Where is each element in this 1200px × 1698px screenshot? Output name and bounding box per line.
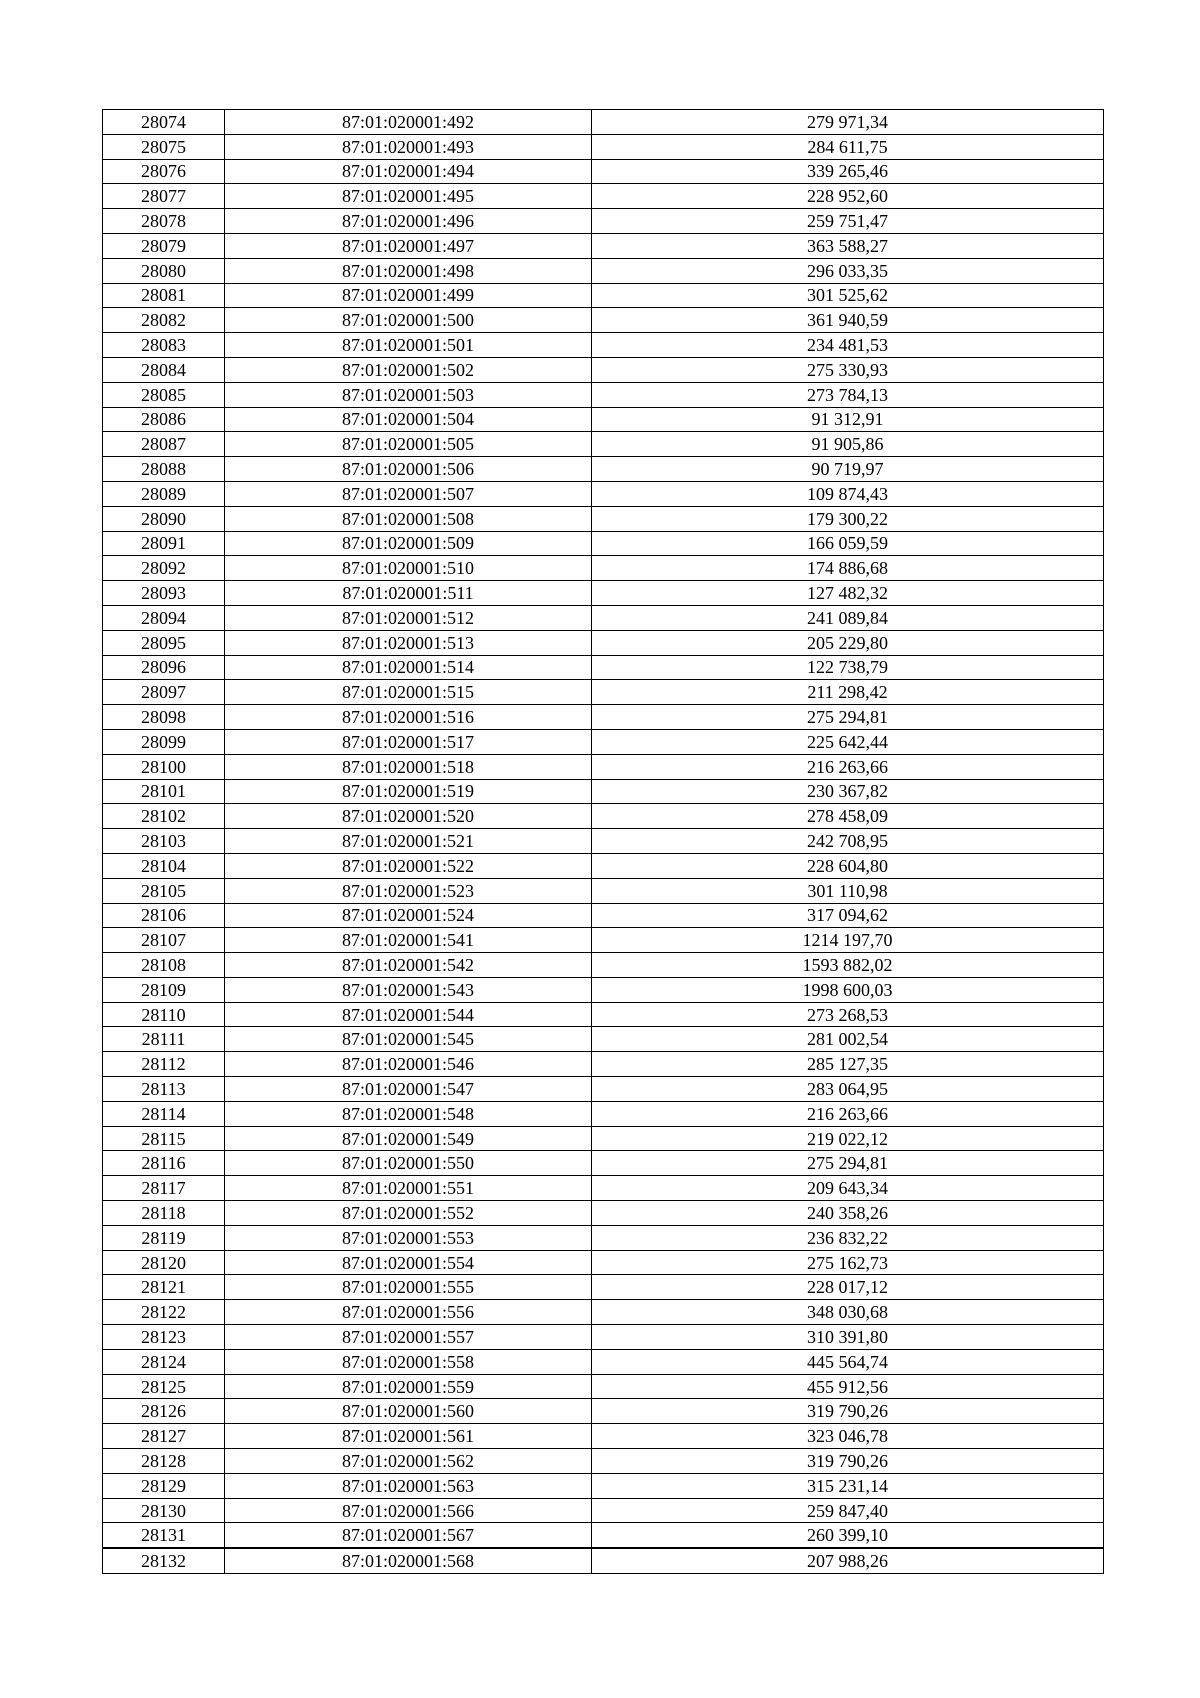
cadastral-number-cell: 87:01:020001:562 bbox=[225, 1449, 592, 1474]
table-row bbox=[103, 829, 1104, 854]
cadastral-number-cell: 87:01:020001:507 bbox=[225, 481, 592, 506]
row-number-cell: 28100 bbox=[103, 754, 225, 779]
cadastral-number-cell: 87:01:020001:498 bbox=[225, 258, 592, 283]
row-number-cell: 28093 bbox=[103, 581, 225, 606]
row-number-cell: 28106 bbox=[103, 903, 225, 928]
cadastral-value-cell: 209 643,34 bbox=[592, 1176, 1104, 1201]
cadastral-number-cell: 87:01:020001:543 bbox=[225, 977, 592, 1002]
cadastral-number-cell: 87:01:020001:499 bbox=[225, 283, 592, 308]
row-number-cell: 28083 bbox=[103, 333, 225, 358]
cadastral-value-cell: 323 046,78 bbox=[592, 1424, 1104, 1449]
table-row bbox=[103, 407, 1104, 432]
table-row bbox=[103, 1399, 1104, 1424]
cadastral-number-cell: 87:01:020001:548 bbox=[225, 1101, 592, 1126]
cadastral-number-cell: 87:01:020001:561 bbox=[225, 1424, 592, 1449]
cadastral-number-cell: 87:01:020001:541 bbox=[225, 928, 592, 953]
cadastral-number-cell: 87:01:020001:556 bbox=[225, 1300, 592, 1325]
cadastral-number-cell: 87:01:020001:521 bbox=[225, 829, 592, 854]
cadastral-value-cell: 339 265,46 bbox=[592, 159, 1104, 184]
cadastral-value-cell: 216 263,66 bbox=[592, 1101, 1104, 1126]
cadastral-number-cell: 87:01:020001:550 bbox=[225, 1151, 592, 1176]
cadastral-number-cell: 87:01:020001:567 bbox=[225, 1523, 592, 1548]
row-number-cell: 28090 bbox=[103, 506, 225, 531]
table-row bbox=[103, 680, 1104, 705]
row-number-cell: 28132 bbox=[103, 1548, 225, 1573]
cadastral-number-cell: 87:01:020001:510 bbox=[225, 556, 592, 581]
table-row bbox=[103, 134, 1104, 159]
cadastral-value-cell: 240 358,26 bbox=[592, 1201, 1104, 1226]
row-number-cell: 28111 bbox=[103, 1027, 225, 1052]
cadastral-value-cell: 230 367,82 bbox=[592, 779, 1104, 804]
cadastral-number-cell: 87:01:020001:506 bbox=[225, 457, 592, 482]
row-number-cell: 28086 bbox=[103, 407, 225, 432]
table-row bbox=[103, 630, 1104, 655]
cadastral-number-cell: 87:01:020001:563 bbox=[225, 1473, 592, 1498]
row-number-cell: 28081 bbox=[103, 283, 225, 308]
row-number-cell: 28088 bbox=[103, 457, 225, 482]
row-number-cell: 28092 bbox=[103, 556, 225, 581]
cadastral-number-cell: 87:01:020001:557 bbox=[225, 1325, 592, 1350]
cadastral-number-cell: 87:01:020001:508 bbox=[225, 506, 592, 531]
cadastral-value-cell: 260 399,10 bbox=[592, 1523, 1104, 1548]
table-row bbox=[103, 432, 1104, 457]
row-number-cell: 28128 bbox=[103, 1449, 225, 1474]
cadastral-number-cell: 87:01:020001:554 bbox=[225, 1250, 592, 1275]
cadastral-number-cell: 87:01:020001:493 bbox=[225, 134, 592, 159]
cadastral-value-cell: 216 263,66 bbox=[592, 754, 1104, 779]
table-row bbox=[103, 903, 1104, 928]
cadastral-value-cell: 278 458,09 bbox=[592, 804, 1104, 829]
table-row bbox=[103, 333, 1104, 358]
table-row bbox=[103, 1077, 1104, 1102]
table-row bbox=[103, 1325, 1104, 1350]
cadastral-value-cell: 174 886,68 bbox=[592, 556, 1104, 581]
row-number-cell: 28121 bbox=[103, 1275, 225, 1300]
cadastral-number-cell: 87:01:020001:515 bbox=[225, 680, 592, 705]
cadastral-number-cell: 87:01:020001:546 bbox=[225, 1052, 592, 1077]
table-row bbox=[103, 1498, 1104, 1523]
cadastral-number-cell: 87:01:020001:568 bbox=[225, 1548, 592, 1573]
table-row bbox=[103, 1523, 1104, 1548]
row-number-cell: 28075 bbox=[103, 134, 225, 159]
row-number-cell: 28087 bbox=[103, 432, 225, 457]
row-number-cell: 28108 bbox=[103, 953, 225, 978]
table-row bbox=[103, 1473, 1104, 1498]
cadastral-number-cell: 87:01:020001:544 bbox=[225, 1002, 592, 1027]
cadastral-number-cell: 87:01:020001:524 bbox=[225, 903, 592, 928]
row-number-cell: 28089 bbox=[103, 481, 225, 506]
cadastral-value-cell: 319 790,26 bbox=[592, 1399, 1104, 1424]
cadastral-value-cell: 228 017,12 bbox=[592, 1275, 1104, 1300]
cadastral-value-cell: 284 611,75 bbox=[592, 134, 1104, 159]
cadastral-number-cell: 87:01:020001:555 bbox=[225, 1275, 592, 1300]
cadastral-value-cell: 219 022,12 bbox=[592, 1126, 1104, 1151]
cadastral-number-cell: 87:01:020001:504 bbox=[225, 407, 592, 432]
row-number-cell: 28107 bbox=[103, 928, 225, 953]
table-row bbox=[103, 382, 1104, 407]
cadastral-number-cell: 87:01:020001:501 bbox=[225, 333, 592, 358]
table-row bbox=[103, 1176, 1104, 1201]
table-row bbox=[103, 110, 1104, 135]
cadastral-value-cell: 166 059,59 bbox=[592, 531, 1104, 556]
table-row bbox=[103, 209, 1104, 234]
cadastral-number-cell: 87:01:020001:566 bbox=[225, 1498, 592, 1523]
row-number-cell: 28109 bbox=[103, 977, 225, 1002]
cadastral-value-cell: 122 738,79 bbox=[592, 655, 1104, 680]
row-number-cell: 28074 bbox=[103, 110, 225, 135]
table-row bbox=[103, 159, 1104, 184]
table-row bbox=[103, 357, 1104, 382]
row-number-cell: 28119 bbox=[103, 1225, 225, 1250]
row-number-cell: 28115 bbox=[103, 1126, 225, 1151]
row-number-cell: 28102 bbox=[103, 804, 225, 829]
table-row bbox=[103, 283, 1104, 308]
cadastral-number-cell: 87:01:020001:542 bbox=[225, 953, 592, 978]
cadastral-value-cell: 363 588,27 bbox=[592, 233, 1104, 258]
cadastral-number-cell: 87:01:020001:496 bbox=[225, 209, 592, 234]
row-number-cell: 28101 bbox=[103, 779, 225, 804]
cadastral-value-cell: 91 905,86 bbox=[592, 432, 1104, 457]
cadastral-value-cell: 259 847,40 bbox=[592, 1498, 1104, 1523]
cadastral-number-cell: 87:01:020001:503 bbox=[225, 382, 592, 407]
cadastral-number-cell: 87:01:020001:514 bbox=[225, 655, 592, 680]
cadastral-value-cell: 315 231,14 bbox=[592, 1473, 1104, 1498]
cadastral-value-cell: 348 030,68 bbox=[592, 1300, 1104, 1325]
cadastral-number-cell: 87:01:020001:500 bbox=[225, 308, 592, 333]
row-number-cell: 28130 bbox=[103, 1498, 225, 1523]
cadastral-value-cell: 1214 197,70 bbox=[592, 928, 1104, 953]
table-row bbox=[103, 705, 1104, 730]
table-row bbox=[103, 953, 1104, 978]
cadastral-number-cell: 87:01:020001:522 bbox=[225, 853, 592, 878]
table-row bbox=[103, 655, 1104, 680]
cadastral-value-cell: 91 312,91 bbox=[592, 407, 1104, 432]
table-row bbox=[103, 308, 1104, 333]
row-number-cell: 28105 bbox=[103, 878, 225, 903]
cadastral-number-cell: 87:01:020001:513 bbox=[225, 630, 592, 655]
row-number-cell: 28116 bbox=[103, 1151, 225, 1176]
row-number-cell: 28113 bbox=[103, 1077, 225, 1102]
cadastral-value-cell: 225 642,44 bbox=[592, 729, 1104, 754]
cadastral-value-cell: 285 127,35 bbox=[592, 1052, 1104, 1077]
row-number-cell: 28080 bbox=[103, 258, 225, 283]
row-number-cell: 28129 bbox=[103, 1473, 225, 1498]
row-number-cell: 28124 bbox=[103, 1349, 225, 1374]
table-row bbox=[103, 928, 1104, 953]
table-row bbox=[103, 1101, 1104, 1126]
cadastral-value-cell: 236 832,22 bbox=[592, 1225, 1104, 1250]
row-number-cell: 28076 bbox=[103, 159, 225, 184]
cadastral-value-cell: 310 391,80 bbox=[592, 1325, 1104, 1350]
cadastral-number-cell: 87:01:020001:519 bbox=[225, 779, 592, 804]
row-number-cell: 28126 bbox=[103, 1399, 225, 1424]
table-row bbox=[103, 1052, 1104, 1077]
cadastral-value-cell: 127 482,32 bbox=[592, 581, 1104, 606]
cadastral-value-cell: 275 294,81 bbox=[592, 1151, 1104, 1176]
table-row bbox=[103, 233, 1104, 258]
cadastral-value-cell: 1998 600,03 bbox=[592, 977, 1104, 1002]
cadastral-number-cell: 87:01:020001:502 bbox=[225, 357, 592, 382]
cadastral-value-cell: 273 784,13 bbox=[592, 382, 1104, 407]
row-number-cell: 28103 bbox=[103, 829, 225, 854]
table-row bbox=[103, 1424, 1104, 1449]
row-number-cell: 28079 bbox=[103, 233, 225, 258]
cadastral-value-cell: 275 330,93 bbox=[592, 357, 1104, 382]
row-number-cell: 28131 bbox=[103, 1523, 225, 1548]
table-row bbox=[103, 1250, 1104, 1275]
cadastral-value-cell: 207 988,26 bbox=[592, 1548, 1104, 1573]
cadastral-number-cell: 87:01:020001:558 bbox=[225, 1349, 592, 1374]
row-number-cell: 28118 bbox=[103, 1201, 225, 1226]
row-number-cell: 28096 bbox=[103, 655, 225, 680]
row-number-cell: 28091 bbox=[103, 531, 225, 556]
cadastral-value-cell: 275 294,81 bbox=[592, 705, 1104, 730]
cadastral-value-cell: 279 971,34 bbox=[592, 110, 1104, 135]
table-row bbox=[103, 1275, 1104, 1300]
cadastral-number-cell: 87:01:020001:545 bbox=[225, 1027, 592, 1052]
cadastral-value-cell: 228 604,80 bbox=[592, 853, 1104, 878]
table-row bbox=[103, 556, 1104, 581]
cadastral-value-cell: 319 790,26 bbox=[592, 1449, 1104, 1474]
cadastral-value-cell: 275 162,73 bbox=[592, 1250, 1104, 1275]
cadastral-number-cell: 87:01:020001:516 bbox=[225, 705, 592, 730]
cadastral-value-cell: 228 952,60 bbox=[592, 184, 1104, 209]
table-body bbox=[103, 110, 1104, 1574]
cadastral-value-cell: 205 229,80 bbox=[592, 630, 1104, 655]
table-row bbox=[103, 531, 1104, 556]
row-number-cell: 28082 bbox=[103, 308, 225, 333]
row-number-cell: 28125 bbox=[103, 1374, 225, 1399]
table-row bbox=[103, 729, 1104, 754]
cadastral-number-cell: 87:01:020001:495 bbox=[225, 184, 592, 209]
cadastral-value-cell: 455 912,56 bbox=[592, 1374, 1104, 1399]
table-row bbox=[103, 754, 1104, 779]
row-number-cell: 28094 bbox=[103, 605, 225, 630]
cadastral-number-cell: 87:01:020001:505 bbox=[225, 432, 592, 457]
table-row bbox=[103, 1548, 1104, 1573]
table-row bbox=[103, 506, 1104, 531]
row-number-cell: 28120 bbox=[103, 1250, 225, 1275]
table-row bbox=[103, 1225, 1104, 1250]
row-number-cell: 28112 bbox=[103, 1052, 225, 1077]
cadastral-number-cell: 87:01:020001:517 bbox=[225, 729, 592, 754]
table-row bbox=[103, 457, 1104, 482]
cadastral-number-cell: 87:01:020001:553 bbox=[225, 1225, 592, 1250]
table-row bbox=[103, 1151, 1104, 1176]
cadastral-number-cell: 87:01:020001:520 bbox=[225, 804, 592, 829]
cadastral-number-cell: 87:01:020001:523 bbox=[225, 878, 592, 903]
table-row bbox=[103, 1126, 1104, 1151]
table-row bbox=[103, 605, 1104, 630]
table-row bbox=[103, 1201, 1104, 1226]
table-row bbox=[103, 977, 1104, 1002]
cadastral-value-cell: 211 298,42 bbox=[592, 680, 1104, 705]
cadastral-value-cell: 241 089,84 bbox=[592, 605, 1104, 630]
row-number-cell: 28127 bbox=[103, 1424, 225, 1449]
cadastral-value-cell: 179 300,22 bbox=[592, 506, 1104, 531]
row-number-cell: 28084 bbox=[103, 357, 225, 382]
cadastral-number-cell: 87:01:020001:494 bbox=[225, 159, 592, 184]
cadastral-value-cell: 301 110,98 bbox=[592, 878, 1104, 903]
cadastral-value-cell: 1593 882,02 bbox=[592, 953, 1104, 978]
cadastral-number-cell: 87:01:020001:518 bbox=[225, 754, 592, 779]
cadastral-number-cell: 87:01:020001:552 bbox=[225, 1201, 592, 1226]
row-number-cell: 28099 bbox=[103, 729, 225, 754]
cadastral-value-cell: 296 033,35 bbox=[592, 258, 1104, 283]
table-row bbox=[103, 804, 1104, 829]
cadastral-number-cell: 87:01:020001:549 bbox=[225, 1126, 592, 1151]
table-row bbox=[103, 779, 1104, 804]
cadastral-value-cell: 283 064,95 bbox=[592, 1077, 1104, 1102]
row-number-cell: 28077 bbox=[103, 184, 225, 209]
table-row bbox=[103, 1449, 1104, 1474]
row-number-cell: 28095 bbox=[103, 630, 225, 655]
cadastral-value-cell: 234 481,53 bbox=[592, 333, 1104, 358]
cadastral-number-cell: 87:01:020001:559 bbox=[225, 1374, 592, 1399]
table-row bbox=[103, 581, 1104, 606]
cadastral-value-cell: 301 525,62 bbox=[592, 283, 1104, 308]
row-number-cell: 28085 bbox=[103, 382, 225, 407]
cadastral-number-cell: 87:01:020001:509 bbox=[225, 531, 592, 556]
cadastral-number-cell: 87:01:020001:511 bbox=[225, 581, 592, 606]
table-row bbox=[103, 258, 1104, 283]
cadastral-value-cell: 281 002,54 bbox=[592, 1027, 1104, 1052]
table-row bbox=[103, 878, 1104, 903]
cadastral-number-cell: 87:01:020001:547 bbox=[225, 1077, 592, 1102]
cadastral-value-cell: 242 708,95 bbox=[592, 829, 1104, 854]
cadastral-value-cell: 109 874,43 bbox=[592, 481, 1104, 506]
row-number-cell: 28123 bbox=[103, 1325, 225, 1350]
row-number-cell: 28114 bbox=[103, 1101, 225, 1126]
row-number-cell: 28122 bbox=[103, 1300, 225, 1325]
row-number-cell: 28117 bbox=[103, 1176, 225, 1201]
row-number-cell: 28078 bbox=[103, 209, 225, 234]
cadastral-value-cell: 90 719,97 bbox=[592, 457, 1104, 482]
row-number-cell: 28098 bbox=[103, 705, 225, 730]
row-number-cell: 28104 bbox=[103, 853, 225, 878]
table-row bbox=[103, 184, 1104, 209]
table-row bbox=[103, 1002, 1104, 1027]
cadastral-number-cell: 87:01:020001:551 bbox=[225, 1176, 592, 1201]
cadastral-number-cell: 87:01:020001:492 bbox=[225, 110, 592, 135]
cadastral-number-cell: 87:01:020001:497 bbox=[225, 233, 592, 258]
cadastral-value-cell: 445 564,74 bbox=[592, 1349, 1104, 1374]
table-row bbox=[103, 853, 1104, 878]
cadastral-number-cell: 87:01:020001:512 bbox=[225, 605, 592, 630]
table-row bbox=[103, 1349, 1104, 1374]
table-row bbox=[103, 1374, 1104, 1399]
row-number-cell: 28097 bbox=[103, 680, 225, 705]
row-number-cell: 28110 bbox=[103, 1002, 225, 1027]
table-row bbox=[103, 1027, 1104, 1052]
table-row bbox=[103, 481, 1104, 506]
cadastral-value-cell: 273 268,53 bbox=[592, 1002, 1104, 1027]
cadastral-value-cell: 317 094,62 bbox=[592, 903, 1104, 928]
cadastral-value-cell: 361 940,59 bbox=[592, 308, 1104, 333]
cadastral-value-cell: 259 751,47 bbox=[592, 209, 1104, 234]
table-row bbox=[103, 1300, 1104, 1325]
cadastral-value-table bbox=[102, 109, 1104, 1574]
cadastral-number-cell: 87:01:020001:560 bbox=[225, 1399, 592, 1424]
